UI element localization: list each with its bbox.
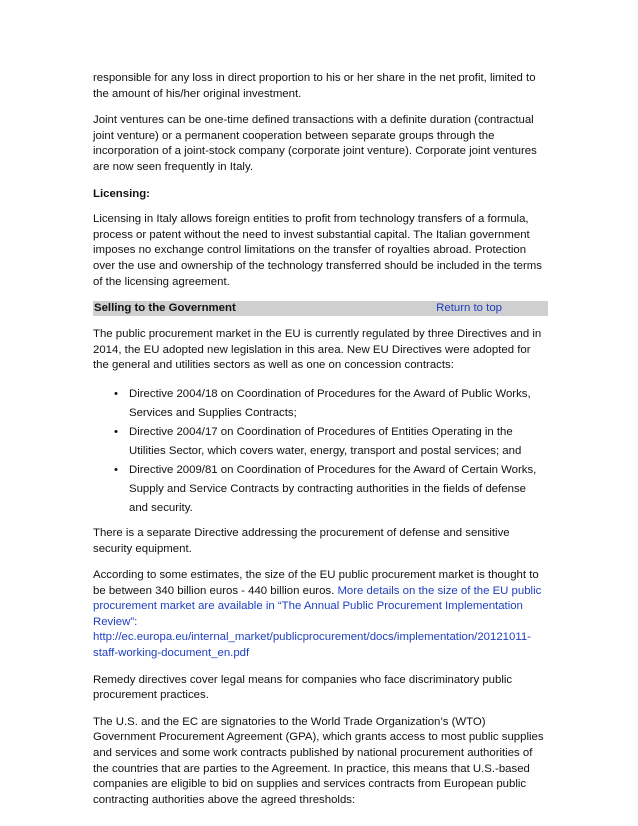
bullet-icon: •: [114, 425, 118, 438]
return-to-top-link[interactable]: Return to top: [436, 302, 502, 315]
paragraph-licensing: Licensing in Italy allows foreign entities to profit from technology transfers of a formula, process or patent without the need to invest substantial capital. The Italian government imposes no exchange control limitations on the transfer of royalties abroad. Protection over the use and ownership of the technology transferred should be included in the terms of the licensing agreement.: [93, 213, 542, 288]
paragraph-joint-ventures: Joint ventures can be one-time defined transactions with a definite duration (contractual joint venture) or a permanent cooperation between separate groups through the incorporation of a joint-stock company (corporate joint venture). Corporate joint ventures are now seen frequently in Italy.: [93, 114, 537, 173]
list-item: [93, 423, 548, 461]
list-item-text: Directive 2004/18 on Coordination of Procedures for the Award of Public Works, Services and Supplies Contracts;: [129, 387, 531, 419]
bullet-icon: •: [114, 463, 118, 476]
section-header-selling-to-government: [93, 301, 548, 316]
list-item-text: Directive 2009/81 on Coordination of Procedures for the Award of Certain Works, Supply and Service Contracts by contracting authorities in the fields of defense and security.: [129, 463, 537, 514]
document-body: [93, 71, 548, 819]
market-size-text: According to some estimates, the size of the EU public procurement market is thought to be between 340 billion euros - 440 billion euros.: [93, 569, 539, 597]
paragraph-wto-gpa: The U.S. and the EC are signatories to the World Trade Organization’s (WTO) Government Procurement Agreement (GPA), which grants access to most public supplies and services and some work contracts published by national procurement authorities of the countries that are parties to the Agreement. In practice, this means that U.S.-based companies are eligible to bid on supplies and services contracts from European public contracting authorities above the agreed thresholds:: [93, 715, 544, 806]
list-item: [93, 461, 548, 518]
section-title: Selling to the Government: [94, 302, 236, 315]
procurement-review-link[interactable]: More details on the size of the EU public procurement market are available in “The Annual Public Procurement Implementation Review”: http://ec.europa.eu/internal_market/publicprocurement/docs/implementation/20121011-staff-working-document_en.pdf: [93, 584, 542, 660]
paragraph-remedy-directives: Remedy directives cover legal means for companies who face discriminatory public procurement practices.: [93, 673, 513, 702]
paragraph-market-size: [93, 568, 548, 662]
paragraph-liability: responsible for any loss in direct proportion to his or her share in the net profit, limited to the amount of his/her original investment.: [93, 72, 536, 100]
list-item-text: Directive 2004/17 on Coordination of Procedures of Entities Operating in the Utilities Sector, which covers water, energy, transport and postal services; and: [129, 425, 522, 457]
directives-list: [93, 385, 548, 518]
bullet-icon: •: [114, 387, 118, 400]
licensing-heading: Licensing:: [93, 187, 150, 200]
paragraph-separate-directive: There is a separate Directive addressing the procurement of defense and sensitive security equipment.: [93, 526, 510, 555]
paragraph-procurement-market: The public procurement market in the EU is currently regulated by three Directives and in 2014, the EU adopted new legislation in this area. New EU Directives were adopted for the general and utilities sectors as well as one on concession contracts:: [93, 328, 542, 372]
list-item: [93, 385, 548, 423]
